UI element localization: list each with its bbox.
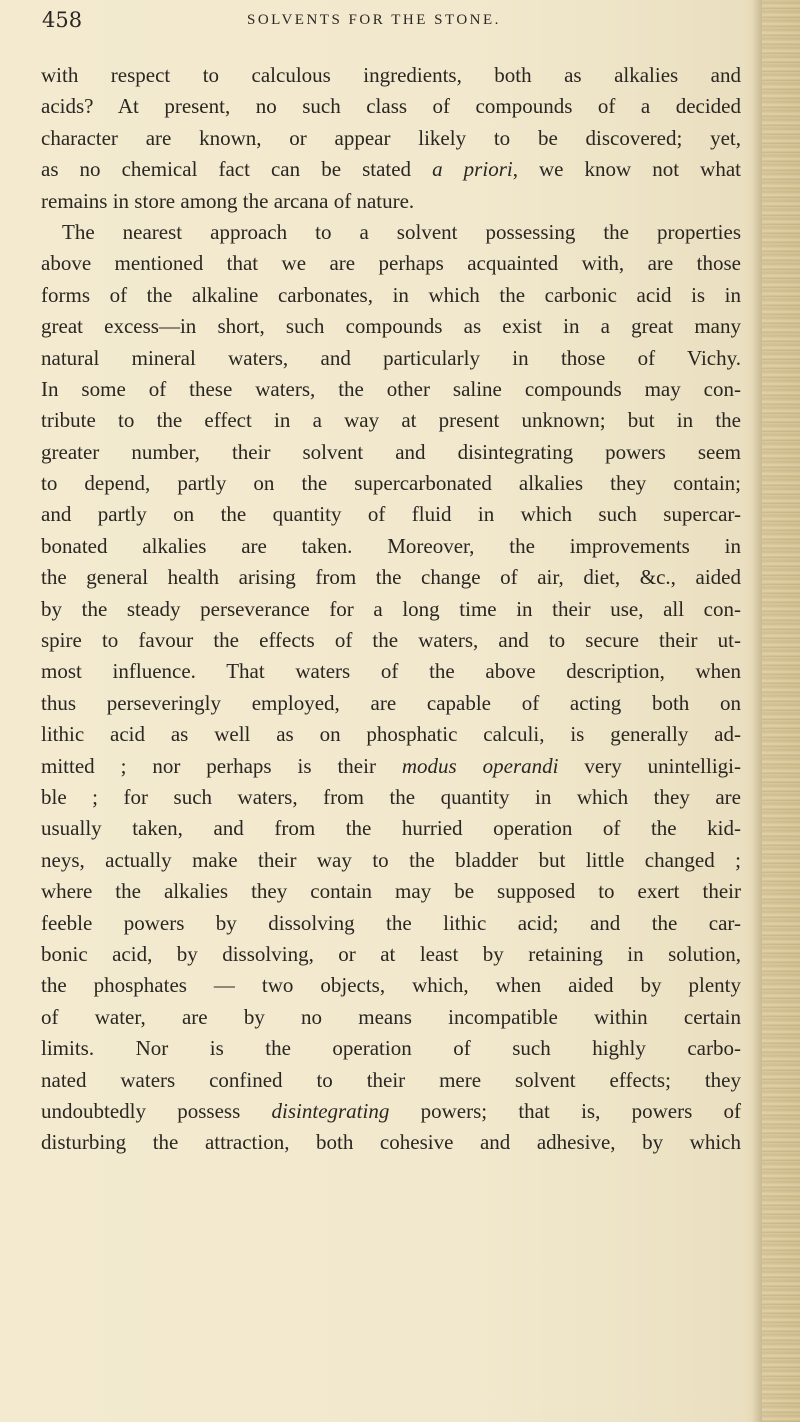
text-line: [41, 154, 741, 185]
book-spine-edge: [762, 0, 800, 1422]
text-run: limits. Nor is the operation of such highly carbo-: [41, 1036, 741, 1061]
text-run: lithic acid as well as on phosphatic calculi, is generally ad-: [41, 722, 741, 747]
text-line: [41, 60, 741, 91]
body-text: [41, 60, 741, 1159]
text-run: usually taken, and from the hurried operation of the kid-: [41, 816, 741, 841]
text-run: bonic acid, by dissolving, or at least by retaining in solution,: [41, 941, 741, 966]
text-run: above mentioned that we are perhaps acquainted with, are those: [41, 251, 741, 276]
text-line: [41, 468, 741, 499]
text-run: disturbing the attraction, both cohesive and adhesive, by which: [41, 1130, 741, 1155]
text-run: tribute to the effect in a way at present unknown; but in the: [41, 408, 741, 433]
text-line: [41, 562, 741, 593]
text-line: [41, 782, 741, 813]
text-line: [41, 186, 741, 217]
text-run: greater number, their solvent and disintegrating powers seem: [41, 439, 741, 464]
text-line: [41, 594, 741, 625]
text-line: [41, 876, 741, 907]
text-run: neys, actually make their way to the bladder but little changed ;: [41, 847, 741, 872]
text-run: nated waters confined to their mere solvent effects; they: [41, 1067, 741, 1092]
italic-phrase: a priori: [432, 157, 513, 182]
text-line: [41, 813, 741, 844]
text-line: [41, 751, 741, 782]
text-line: [41, 405, 741, 436]
text-line: [41, 939, 741, 970]
text-line: [41, 970, 741, 1001]
text-run: powers; that is, powers of: [389, 1098, 741, 1123]
text-run: the phosphates — two objects, which, when aided by plenty: [41, 973, 741, 998]
text-run: , we know not what: [512, 157, 741, 182]
running-head: SOLVENTS FOR THE STONE.: [247, 12, 501, 28]
text-line: [41, 437, 741, 468]
text-run: In some of these waters, the other saline compounds may con-: [41, 376, 741, 401]
text-line: [41, 1033, 741, 1064]
text-line: [41, 656, 741, 687]
text-line: [41, 1002, 741, 1033]
text-run: great excess—in short, such compounds as exist in a great many: [41, 314, 741, 339]
text-run: The nearest approach to a solvent possessing the properties: [62, 219, 741, 244]
text-run: where the alkalies they contain may be supposed to exert their: [41, 879, 741, 904]
text-line: [41, 123, 741, 154]
text-run: as no chemical fact can be stated: [41, 157, 433, 182]
text-line: [41, 280, 741, 311]
text-run: to depend, partly on the supercarbonated alkalies they contain;: [41, 471, 741, 496]
text-line: [41, 217, 741, 248]
text-line: [41, 719, 741, 750]
text-line: [41, 248, 741, 279]
text-line: [41, 311, 741, 342]
text-run: most influence. That waters of the above description, when: [41, 659, 741, 684]
text-run: forms of the alkaline carbonates, in which the carbonic acid is in: [41, 282, 741, 307]
text-run: feeble powers by dissolving the lithic acid; and the car-: [41, 910, 741, 935]
text-run: character are known, or appear likely to be discovered; yet,: [41, 125, 741, 150]
text-line: [41, 91, 741, 122]
text-run: bonated alkalies are taken. Moreover, the improvements in: [41, 533, 741, 558]
text-line: [41, 1127, 741, 1158]
text-run: undoubtedly possess: [41, 1098, 272, 1123]
text-run: natural mineral waters, and particularly in those of Vichy.: [41, 345, 741, 370]
text-line: [41, 343, 741, 374]
text-line: [41, 625, 741, 656]
page-header: [42, 8, 742, 38]
text-line: [41, 1065, 741, 1096]
italic-phrase: disintegrating: [271, 1098, 390, 1123]
text-run: ble ; for such waters, from the quantity in which they are: [41, 784, 741, 809]
page-number: 458: [42, 8, 83, 32]
text-run: acids? At present, no such class of compounds of a decided: [41, 94, 741, 119]
text-line: [41, 688, 741, 719]
text-run: thus perseveringly employed, are capable of acting both on: [41, 690, 741, 715]
text-line: [41, 499, 741, 530]
text-line: [41, 1096, 741, 1127]
text-run: spire to favour the effects of the waters, and to secure their ut-: [41, 628, 741, 653]
text-run: of water, are by no means incompatible within certain: [41, 1004, 741, 1029]
text-run: by the steady perseverance for a long time in their use, all con-: [41, 596, 741, 621]
text-line: [41, 374, 741, 405]
text-line: [41, 845, 741, 876]
text-line: [41, 531, 741, 562]
spine-shadow: [752, 0, 762, 1422]
text-line: [41, 908, 741, 939]
text-run: mitted ; nor perhaps is their: [41, 753, 402, 778]
text-run: with respect to calculous ingredients, both as alkalies and: [41, 63, 741, 87]
text-run: remains in store among the arcana of nature.: [41, 188, 415, 213]
text-run: the general health arising from the change of air, diet, &c., aided: [41, 565, 741, 590]
italic-phrase: modus operandi: [401, 753, 559, 778]
text-run: and partly on the quantity of fluid in which such supercar-: [41, 502, 741, 527]
text-run: very unintelligi-: [558, 753, 741, 778]
